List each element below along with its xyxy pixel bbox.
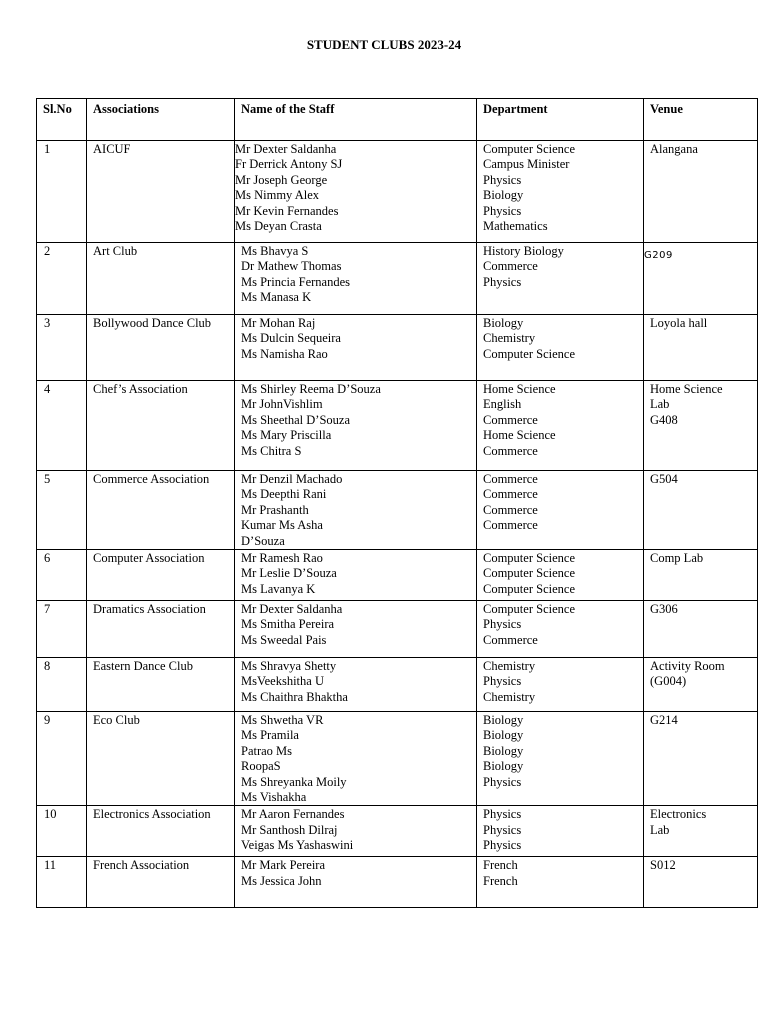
header-associations: Associations	[87, 99, 235, 141]
slno-cell-text: 4	[44, 382, 51, 396]
staff-cell	[235, 658, 477, 712]
department-cell-line: Computer Science	[483, 142, 575, 156]
department-cell-line: Biology	[483, 728, 524, 743]
slno-cell-text: 9	[44, 713, 51, 728]
department-cell-line: Chemistry	[483, 659, 536, 674]
staff-cell-line: Ms Shirley Reema D’Souza	[241, 382, 381, 396]
table-row	[37, 471, 758, 550]
staff-cell-line: Ms Pramila	[241, 728, 299, 743]
venue-cell-line: S012	[650, 858, 676, 873]
staff-cell-line: Ms Shreyanka Moily	[241, 774, 347, 789]
staff-cell-line: Patrao Ms	[241, 743, 293, 758]
header-department: Department	[477, 99, 644, 141]
slno-cell	[37, 315, 87, 381]
venue-cell-line: G306	[650, 602, 678, 617]
department-cell-line: Chemistry	[483, 689, 536, 704]
department-cell-line: Biology	[483, 713, 524, 728]
venue-cell	[644, 806, 758, 857]
department-cell-line: Home Science	[483, 382, 556, 396]
staff-cell-line: Ms Jessica John	[241, 873, 322, 888]
staff-cell-line: Mr Dexter Saldanha	[241, 602, 343, 617]
venue-cell	[644, 141, 758, 243]
staff-cell	[235, 141, 477, 243]
staff-cell-line: Mr Denzil Machado	[241, 472, 343, 486]
table-row	[37, 141, 758, 243]
department-cell-line: Computer Science	[483, 551, 575, 566]
document-title: STUDENT CLUBS 2023-24	[306, 37, 462, 52]
association-cell-text: Eco Club	[93, 713, 140, 728]
venue-cell-line: Lab	[650, 397, 670, 412]
table-row	[37, 315, 758, 381]
department-cell-line: Computer Science	[483, 581, 575, 596]
slno-cell	[37, 471, 87, 550]
slno-cell	[37, 243, 87, 315]
venue-cell-line: Alangana	[650, 142, 698, 156]
staff-cell-line: Mr Kevin Fernandes	[235, 203, 339, 218]
staff-cell	[235, 315, 477, 381]
association-cell	[87, 381, 235, 471]
department-cell-line: Physics	[483, 774, 522, 789]
department-cell-line: Physics	[483, 172, 522, 187]
slno-cell-text: 10	[44, 807, 57, 822]
staff-cell-line: Mr Mohan Raj	[241, 316, 316, 330]
association-cell	[87, 141, 235, 243]
table-row	[37, 712, 758, 806]
venue-cell	[644, 315, 758, 381]
staff-cell-line: Mr Aaron Fernandes	[241, 807, 345, 822]
department-cell-line: French	[483, 858, 518, 873]
department-cell-line: Physics	[483, 617, 522, 632]
department-cell-line: Home Science	[483, 428, 556, 443]
slno-cell-text: 5	[44, 472, 51, 486]
department-cell	[477, 381, 644, 471]
department-cell-line: Physics	[483, 838, 522, 853]
venue-cell	[644, 857, 758, 908]
staff-cell-line: Ms Chitra S	[241, 443, 302, 458]
association-cell	[87, 857, 235, 908]
staff-cell-line: Mr Santhosh Dilraj	[241, 822, 338, 837]
department-cell	[477, 712, 644, 806]
association-cell-text: Art Club	[93, 244, 138, 258]
department-cell-line: Biology	[483, 316, 524, 330]
staff-cell	[235, 243, 477, 315]
department-cell	[477, 315, 644, 381]
header-staff: Name of the Staff	[235, 99, 477, 141]
department-cell-line: Commerce	[483, 412, 538, 427]
header-slno: Sl.No	[37, 99, 87, 141]
staff-cell	[235, 806, 477, 857]
staff-cell-line: Ms Mary Priscilla	[241, 428, 332, 443]
department-cell	[477, 550, 644, 601]
table-row	[37, 857, 758, 908]
staff-cell-line: Ms Sweedal Pais	[241, 632, 327, 647]
slno-cell	[37, 658, 87, 712]
table-row	[37, 381, 758, 471]
venue-cell-line: Comp Lab	[650, 551, 704, 566]
staff-cell-line: Ms Namisha Rao	[241, 346, 328, 361]
staff-cell-line: MsVeekshitha U	[241, 674, 324, 689]
staff-cell-line: D’Souza	[241, 533, 285, 548]
staff-cell-line: Ms Deyan Crasta	[235, 219, 322, 234]
venue-cell	[644, 550, 758, 601]
slno-cell	[37, 806, 87, 857]
staff-cell	[235, 857, 477, 908]
header-venue: Venue	[644, 99, 758, 141]
staff-cell-line: Kumar Ms Asha	[241, 518, 323, 533]
staff-cell-line: Ms Lavanya K	[241, 581, 316, 596]
slno-cell	[37, 712, 87, 806]
department-cell-line: Commerce	[483, 443, 538, 458]
staff-cell-line: Ms Manasa K	[241, 290, 312, 305]
association-cell	[87, 550, 235, 601]
staff-cell	[235, 471, 477, 550]
department-cell-line: Physics	[483, 807, 522, 822]
staff-cell-line: Ms Chaithra Bhaktha	[241, 689, 348, 704]
table-row	[37, 550, 758, 601]
slno-cell-text: 7	[44, 602, 51, 617]
association-cell	[87, 315, 235, 381]
staff-cell-line: Mr Ramesh Rao	[241, 551, 323, 566]
association-cell	[87, 658, 235, 712]
department-cell-line: Biology	[483, 743, 524, 758]
table-row	[37, 601, 758, 658]
slno-cell-text: 1	[44, 142, 51, 156]
department-cell-line: Commerce	[483, 259, 538, 274]
department-cell-line: Physics	[483, 822, 522, 837]
department-cell-line: History Biology	[483, 244, 564, 258]
slno-cell-text: 3	[44, 316, 51, 330]
association-cell	[87, 601, 235, 658]
department-cell-line: Commerce	[483, 518, 538, 533]
department-cell	[477, 243, 644, 315]
staff-cell-line: Mr Leslie D’Souza	[241, 566, 337, 581]
slno-cell	[37, 141, 87, 243]
staff-cell-line: Mr Mark Pereira	[241, 858, 325, 873]
department-cell-line: Biology	[483, 188, 524, 203]
department-cell-line: Commerce	[483, 472, 538, 486]
department-cell	[477, 806, 644, 857]
staff-cell-line: Ms Bhavya S	[241, 244, 309, 258]
association-cell-text: Computer Association	[93, 551, 205, 566]
department-cell-line: Physics	[483, 274, 522, 289]
department-cell-line: Commerce	[483, 487, 538, 502]
venue-cell	[644, 712, 758, 806]
staff-cell	[235, 381, 477, 471]
venue-cell	[644, 381, 758, 471]
staff-cell	[235, 712, 477, 806]
venue-cell-line: G504	[650, 472, 678, 486]
slno-cell-text: 11	[44, 858, 57, 873]
association-cell	[87, 712, 235, 806]
clubs-table	[36, 98, 758, 908]
staff-cell-line: Ms Smitha Pereira	[241, 617, 335, 632]
department-cell-line: French	[483, 873, 518, 888]
table-row	[37, 806, 758, 857]
association-cell-text: Chef’s Association	[93, 382, 188, 396]
table-header-row	[37, 99, 758, 141]
slno-cell	[37, 601, 87, 658]
slno-cell-text: 6	[44, 551, 51, 566]
staff-cell-line: Veigas Ms Yashaswini	[241, 838, 354, 853]
staff-cell-line: Fr Derrick Antony SJ	[235, 157, 343, 172]
venue-cell-line: Lab	[650, 822, 670, 837]
department-cell	[477, 857, 644, 908]
staff-cell-line: Ms Princia Fernandes	[241, 274, 351, 289]
slno-cell-text: 2	[44, 244, 51, 258]
venue-cell-line: Loyola hall	[650, 316, 708, 330]
venue-cell	[644, 471, 758, 550]
staff-cell-line: Mr Dexter Saldanha	[235, 142, 337, 156]
slno-cell	[37, 381, 87, 471]
venue-cell-line: G209	[644, 250, 673, 261]
department-cell-line: Commerce	[483, 502, 538, 517]
department-cell	[477, 471, 644, 550]
table-body	[37, 141, 758, 908]
association-cell	[87, 471, 235, 550]
staff-cell-line: Ms Vishakha	[241, 790, 307, 805]
staff-cell-line: Ms Dulcin Sequeira	[241, 331, 341, 346]
staff-cell-line: Mr Joseph George	[235, 172, 328, 187]
venue-cell-line: G214	[650, 713, 678, 728]
department-cell	[477, 601, 644, 658]
association-cell	[87, 806, 235, 857]
department-cell-line: Biology	[483, 759, 524, 774]
department-cell-line: Computer Science	[483, 566, 575, 581]
staff-cell	[235, 550, 477, 601]
association-cell-text: Electronics Association	[93, 807, 211, 822]
department-cell-line: Computer Science	[483, 346, 575, 361]
staff-cell-line: Ms Sheethal D’Souza	[241, 412, 351, 427]
department-cell-line: Chemistry	[483, 331, 536, 346]
department-cell-line: Physics	[483, 674, 522, 689]
venue-cell	[644, 601, 758, 658]
department-cell	[477, 141, 644, 243]
staff-cell-line: Mr JohnVishlim	[241, 397, 323, 412]
association-cell-text: Eastern Dance Club	[93, 659, 193, 674]
association-cell	[87, 243, 235, 315]
venue-cell-line: Electronics	[650, 807, 707, 822]
association-cell-text: Bollywood Dance Club	[93, 316, 212, 330]
department-cell	[477, 658, 644, 712]
staff-cell-line: RoopaS	[241, 759, 281, 774]
association-cell-text: French Association	[93, 858, 190, 873]
staff-cell-line: Dr Mathew Thomas	[241, 259, 342, 274]
staff-cell-line: Ms Shwetha VR	[241, 713, 324, 728]
staff-cell	[235, 601, 477, 658]
venue-cell-line: Home Science	[650, 382, 723, 396]
venue-cell-line: Activity Room	[650, 659, 725, 674]
staff-cell-line: Ms Shravya Shetty	[241, 659, 337, 674]
department-cell-line: Mathematics	[483, 219, 548, 234]
staff-cell-line: Ms Nimmy Alex	[235, 188, 320, 203]
staff-cell-line: Ms Deepthi Rani	[241, 487, 327, 502]
slno-cell	[37, 857, 87, 908]
staff-cell-line: Mr Prashanth	[241, 502, 309, 517]
department-cell-line: Physics	[483, 203, 522, 218]
association-cell-text: AICUF	[93, 142, 131, 156]
department-cell-line: Computer Science	[483, 602, 575, 617]
table-row	[37, 658, 758, 712]
department-cell-line: Commerce	[483, 632, 538, 647]
table-row	[37, 243, 758, 315]
slno-cell	[37, 550, 87, 601]
venue-cell	[644, 658, 758, 712]
association-cell-text: Dramatics Association	[93, 602, 206, 617]
slno-cell-text: 8	[44, 659, 51, 674]
department-cell-line: Campus Minister	[483, 157, 570, 172]
department-cell-line: English	[483, 397, 522, 412]
venue-cell	[644, 243, 758, 315]
venue-cell-line: G408	[650, 412, 678, 427]
association-cell-text: Commerce Association	[93, 472, 210, 486]
venue-cell-line: (G004)	[650, 674, 687, 689]
